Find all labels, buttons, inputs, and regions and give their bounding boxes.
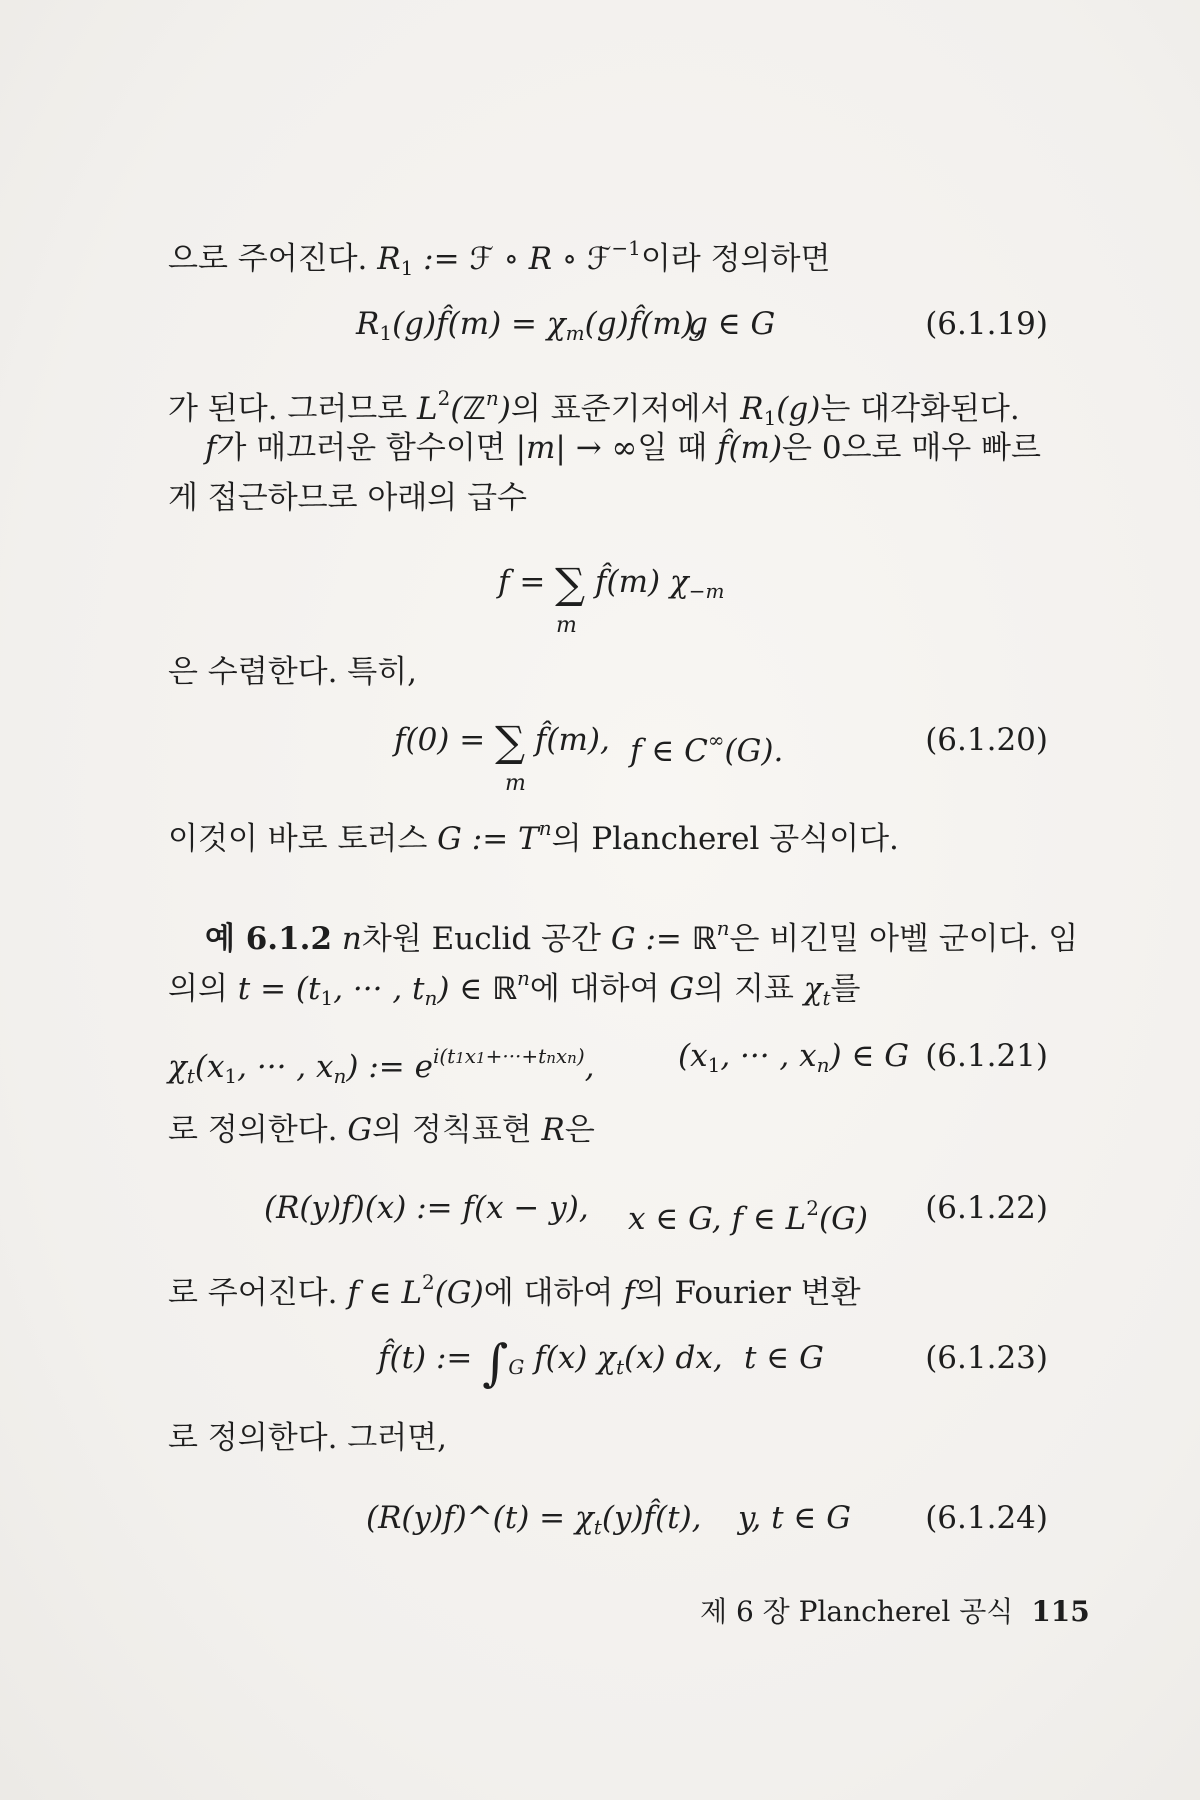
text-p8b: 에 대하여: [529, 971, 660, 1007]
condition-6-1-20: f ∈ C∞(G).: [630, 728, 784, 769]
text-line-3: [205, 428, 1085, 468]
formula-chi-t: $\chi_t$: [803, 971, 831, 1010]
sum-index-m: m: [556, 613, 577, 638]
text-p5: 은 수렴한다. 특히,: [168, 654, 418, 690]
formula-6-1-22: (R(y)f)(x) := f(x − y),: [264, 1190, 589, 1226]
text-p6b: 의 Plancherel 공식이다.: [551, 821, 899, 857]
text-line-10: [168, 1262, 1048, 1313]
text-p3c: 은 0으로 매우 빠르: [782, 430, 1041, 466]
text-p10c: 의 Fourier 변환: [634, 1275, 861, 1311]
condition-6-1-23: t ∈ G: [744, 1340, 824, 1376]
formula-m-to-inf: |m| → ∞: [515, 430, 638, 466]
formula-f-2: f: [623, 1275, 635, 1311]
chapter-title: 제 6 장 Plancherel 공식: [700, 1595, 1014, 1628]
formula-n: n: [341, 921, 362, 957]
text-p2c: 는 대각화된다.: [820, 391, 1020, 427]
tag-6-1-22: (6.1.22): [925, 1190, 1048, 1226]
text-line-5: [168, 652, 1048, 692]
formula-g: G: [669, 971, 695, 1007]
text-p7b: 은 비긴밀 아벨 군이다. 임: [729, 921, 1079, 957]
formula-rn: G := ℝ$^n$: [610, 916, 730, 957]
text-p2a: 가 된다. 그러므로: [168, 391, 408, 427]
equation-6-1-22: [168, 1186, 1048, 1237]
tag-6-1-19: (6.1.19): [925, 306, 1048, 342]
text-p8d: 를: [830, 971, 861, 1007]
condition-6-1-21: ($x_1$, ··· , $x_n$) ∈ G: [678, 1038, 910, 1077]
text-line-9: [168, 1110, 1048, 1150]
text-p4: 게 접근하므로 아래의 급수: [168, 480, 527, 516]
formula-l2zn: $L^2(ℤ^n)$: [417, 386, 511, 427]
text-p8c: 의 지표: [694, 971, 794, 1007]
text-p9c: 은: [564, 1112, 595, 1148]
formula-f-in-l2: f ∈ $L^2(G)$: [347, 1270, 484, 1311]
text-p6a: 이것이 바로 토러스: [168, 821, 428, 857]
formula-r: R: [541, 1112, 565, 1148]
formula-r1-def: $R_1$ := ℱ ∘ R ∘ ℱ$^{-1}$: [377, 236, 641, 280]
condition-6-1-24: y, t ∈ G: [738, 1500, 851, 1536]
formula-6-1-21: $\chi_t(x_1$, ··· , $x_n$) := $e^{i(t1x1+\cdot\cdot\cdot+tnxn)}$,: [168, 1044, 595, 1088]
text-p2b: 의 표준기저에서: [510, 391, 731, 427]
formula-r1g: $R_1(g)$: [740, 391, 821, 430]
text-p9b: 의 정칙표현: [372, 1112, 532, 1148]
equation-6-1-23: [168, 1336, 1048, 1406]
condition-6-1-19: g ∈ G: [688, 306, 776, 342]
text-line-7: [205, 908, 1085, 959]
page-footer: [700, 1594, 1090, 1630]
text-p8a: 의의: [168, 971, 228, 1007]
equation-6-1-24: [168, 1496, 1048, 1540]
formula-g-2: G: [347, 1112, 373, 1148]
text-line-6: [168, 808, 1048, 859]
text-line-8: [168, 958, 1048, 1018]
text-line-4: [168, 478, 1048, 518]
formula-6-1-24: (R(y)f)^(t) = $\chi_t(y)f̂(t)$,: [366, 1500, 702, 1539]
example-label: 예 6.1.2: [205, 921, 333, 957]
tag-6-1-24: (6.1.24): [925, 1500, 1048, 1536]
formula-6-1-20: f(0) = ∑ f̂(m),: [394, 717, 610, 766]
tag-6-1-20: (6.1.20): [925, 722, 1048, 758]
equation-6-1-19: [168, 302, 1048, 346]
text-p7a: 차원 Euclid 공간: [361, 921, 601, 957]
tag-6-1-21: (6.1.21): [925, 1038, 1048, 1074]
formula-series: f = ∑ f̂(m) $\chi_{-m}$: [498, 559, 725, 608]
text-p10b: 에 대하여: [483, 1275, 614, 1311]
text-p1: 으로 주어진다.: [168, 241, 368, 277]
text-p3b: 일 때: [637, 430, 708, 466]
text-p11: 로 정의한다. 그러면,: [168, 1420, 447, 1456]
formula-f: f: [205, 430, 217, 466]
formula-torus: G := $T^n$: [437, 816, 552, 857]
condition-6-1-22: x ∈ G, f ∈ $L^2(G)$: [628, 1196, 868, 1237]
tag-6-1-23: (6.1.23): [925, 1340, 1048, 1376]
sum-index-m-2: m: [505, 771, 526, 796]
formula-6-1-19: $R_1(g)f̂(m)$ = $\chi_m(g)f̂(m)$,: [356, 306, 704, 345]
formula-6-1-23: f̂(t) := $\int_G$ f(x) $\chi_t(x)$ dx,: [378, 1334, 723, 1392]
page-number: 115: [1031, 1595, 1090, 1628]
text-p1b: 이라 정의하면: [640, 241, 831, 277]
text-p3a: 가 매끄러운 함수이면: [216, 430, 506, 466]
formula-fhat-m: f̂(m): [716, 430, 783, 466]
text-p9a: 로 정의한다.: [168, 1112, 338, 1148]
equation-6-1-21: [168, 1034, 1048, 1088]
text-p10a: 로 주어진다.: [168, 1275, 338, 1311]
equation-series: [168, 560, 1048, 640]
text-line-1: [168, 228, 1048, 288]
formula-t-vector: $t = (t_1$, ··· , $t_n$) ∈ ℝ$^n$: [237, 966, 530, 1010]
text-line-11: [168, 1418, 1048, 1458]
equation-6-1-20: [168, 718, 1048, 798]
